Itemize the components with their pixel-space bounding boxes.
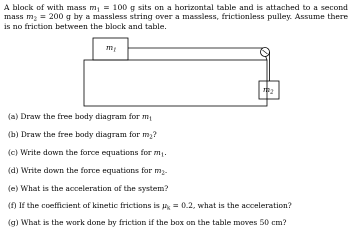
question-b — [8, 130, 157, 139]
m1-subscript: 1 — [96, 7, 101, 14]
m2-subscript: 2 — [33, 16, 37, 23]
question-label: (b) — [8, 130, 19, 139]
question-sub: 2 — [149, 134, 153, 141]
block-m2-symbol: m — [263, 85, 271, 94]
block-m1-subscript: 1 — [113, 47, 117, 54]
question-sub: 2 — [161, 170, 165, 177]
question-sub: k — [166, 205, 171, 212]
block-m1-symbol: m — [106, 43, 114, 52]
question-a — [8, 112, 152, 121]
question-text: Write down the force equations for — [20, 166, 155, 175]
block-m2-subscript: 2 — [270, 89, 274, 96]
question-c — [8, 148, 167, 157]
question-math: μ — [162, 201, 167, 210]
question-math: m — [154, 166, 162, 175]
question-label: (g) — [8, 218, 19, 227]
question-tail: . — [164, 166, 168, 175]
question-math: m — [142, 130, 150, 139]
question-math: m — [153, 148, 161, 157]
intro-text-2: = 100 g sits on a horizontal table and is attached to a second mass — [4, 3, 349, 22]
question-text: What is the work done by friction if the box on the table moves 50 cm? — [20, 218, 287, 227]
question-label: (a) — [8, 112, 19, 121]
question-math: m — [141, 112, 149, 121]
intro-text-3: = 200 g by a massless string over a massless, frictionless pulley. Assume there is no friction between the block and table. — [4, 12, 349, 31]
question-g — [8, 218, 286, 227]
question-tail: = 0.2, what is the acceleration? — [170, 201, 292, 210]
question-text: Write down the force equations for — [20, 148, 154, 157]
question-text: Draw the free body diagram for — [20, 130, 143, 139]
question-tail: ? — [152, 130, 157, 139]
question-label: (f) — [8, 201, 17, 210]
question-label: (c) — [8, 148, 18, 157]
question-text: What is the acceleration of the system? — [20, 184, 169, 193]
question-label: (e) — [8, 184, 19, 193]
question-label: (d) — [8, 166, 19, 175]
m2-symbol: m — [26, 12, 34, 22]
question-text: Draw the free body diagram for — [20, 112, 142, 121]
question-tail: . — [164, 148, 167, 157]
question-text: If the coefficient of kinetic frictions is — [18, 201, 163, 210]
question-sub: 1 — [160, 152, 165, 159]
question-e — [8, 184, 168, 193]
block-m1-label — [106, 44, 117, 52]
intro-text-1: A block of with mass — [4, 3, 90, 12]
table — [84, 60, 267, 106]
question-f — [8, 201, 292, 210]
question-d — [8, 166, 167, 175]
block-m2-label — [263, 86, 274, 94]
question-sub: 1 — [148, 116, 153, 123]
m1-symbol: m — [89, 3, 97, 12]
